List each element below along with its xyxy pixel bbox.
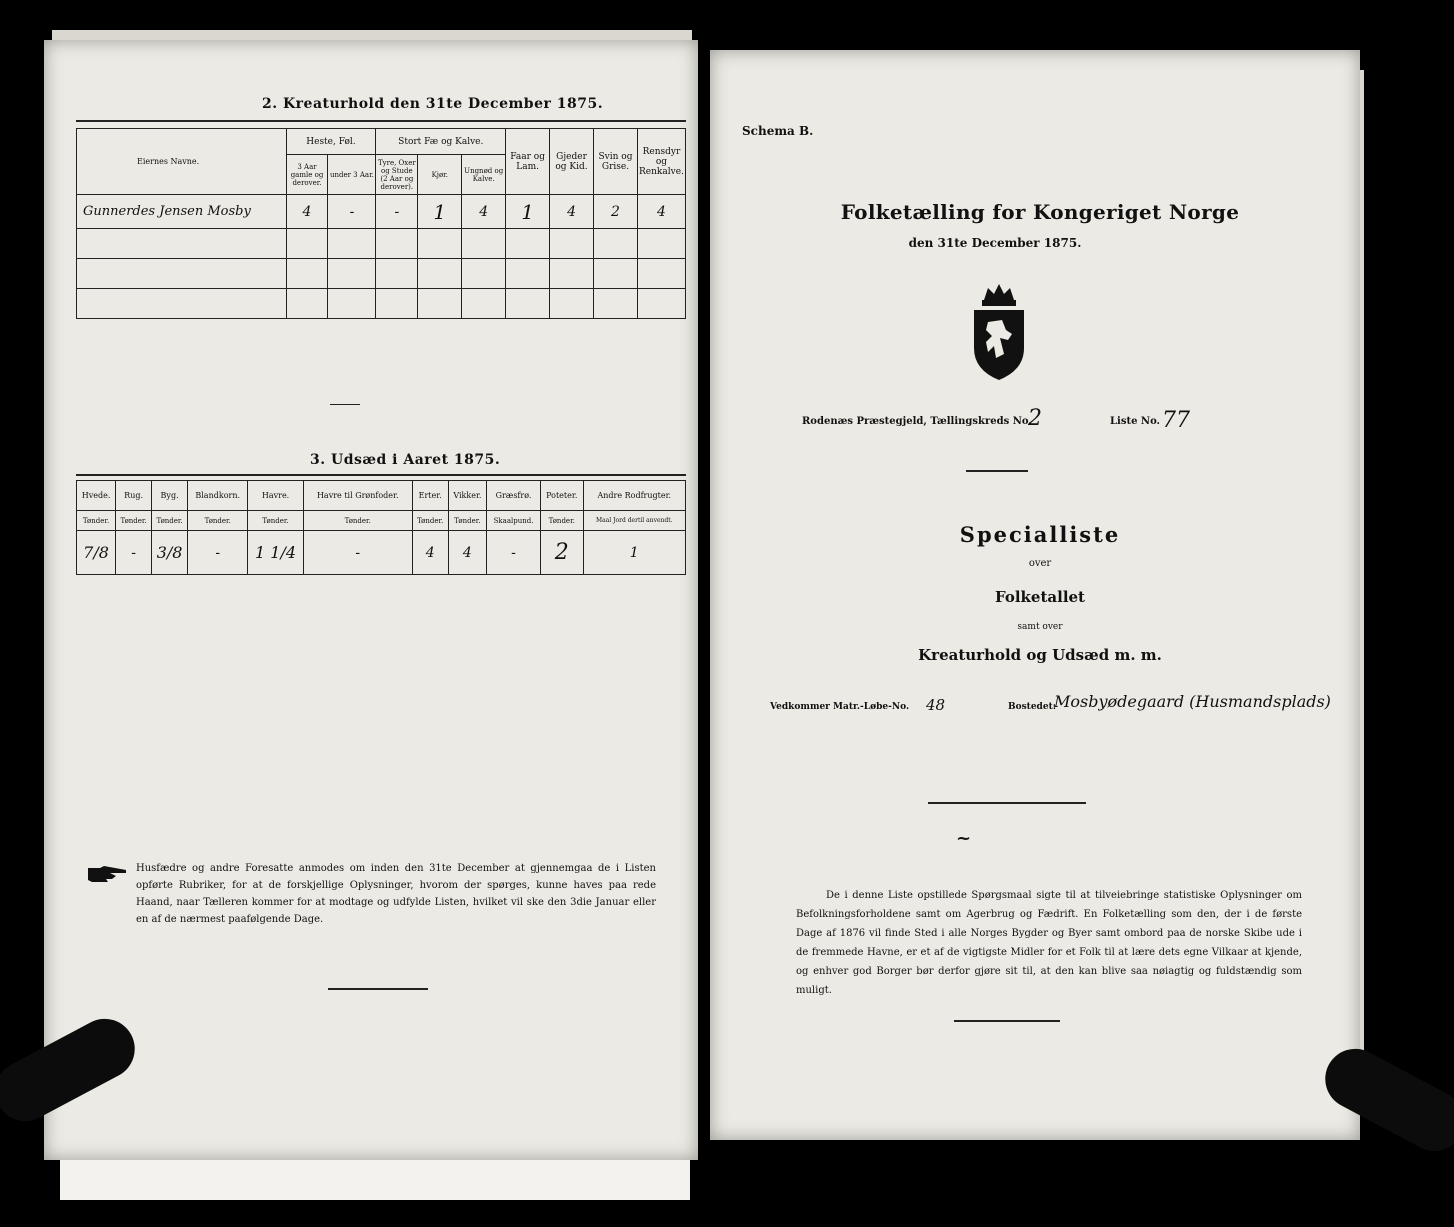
- seed-value-1: -: [116, 531, 152, 575]
- table-row: [77, 289, 686, 319]
- seed-unit-1: Tønder.: [116, 511, 152, 531]
- seed-header-0: Hvede.: [77, 481, 116, 511]
- table-row: [77, 195, 686, 229]
- cell-s3: 4: [462, 195, 506, 229]
- seed-value-9: 2: [540, 531, 583, 575]
- seed-value-5: -: [303, 531, 412, 575]
- cell-h2: -: [328, 195, 376, 229]
- seed-header-1: Rug.: [116, 481, 152, 511]
- district-number: 2: [1028, 406, 1042, 431]
- seed-title: 3. Udsæd i Aaret 1875.: [310, 452, 501, 468]
- livestock-top-rule: [76, 120, 686, 122]
- seed-value-8: -: [487, 531, 541, 575]
- cell-h1: 4: [286, 195, 328, 229]
- cell-gjeder: 4: [550, 195, 594, 229]
- right-roller: [1315, 1038, 1454, 1161]
- page-edge-bottom-left: [60, 1160, 690, 1200]
- decorative-mark: ~: [956, 828, 972, 849]
- divider-short: [966, 470, 1028, 472]
- cell-s1: -: [376, 195, 418, 229]
- cell-svin: 2: [594, 195, 638, 229]
- seed-value-2: 3/8: [152, 531, 188, 575]
- livestock-table: [76, 128, 686, 319]
- seed-header-5: Havre til Grønfoder.: [303, 481, 412, 511]
- seed-value-7: 4: [448, 531, 486, 575]
- seed-table: [76, 480, 686, 575]
- over-label: over: [1028, 558, 1052, 569]
- livestock-title: 2. Kreaturhold den 31te December 1875.: [262, 96, 604, 112]
- right-page: [710, 50, 1360, 1140]
- seed-unit-8: Skaalpund.: [487, 511, 541, 531]
- title-date: den 31te December 1875.: [908, 236, 1082, 250]
- sheep-header: Faar og Lam.: [506, 129, 550, 195]
- seed-header-9: Poteter.: [540, 481, 583, 511]
- seed-unit-3: Tønder.: [188, 511, 248, 531]
- seed-header-7: Vikker.: [448, 481, 486, 511]
- list-label: Liste No.: [1110, 416, 1161, 427]
- end-rule-left: [328, 988, 428, 990]
- seed-top-rule: [76, 474, 686, 476]
- specialliste-heading: Specialliste: [959, 522, 1121, 547]
- table-row: [77, 229, 686, 259]
- kreaturhold-heading: Kreaturhold og Udsæd m. m.: [918, 646, 1162, 664]
- seed-header-2: Byg.: [152, 481, 188, 511]
- coat-of-arms-icon: [966, 282, 1032, 384]
- seed-value-4: 1 1/4: [248, 531, 303, 575]
- footer-text: De i denne Liste opstillede Spørgsmaal sigte til at tilveiebringe statistiske Oplysninger om Befolkningsforholdene samt om Agerbrug og Fædrift. En Folketælling som den, der i de første Dage af 1876 vil finde Sted i alle Norges Bygder og Byer samt ombord paa de norske Skibe ude i de fremmede Havne, er et af de vigtigste Midler for et Folk til at lære dets egne Vilkaar at kjende, og enhver god Borger bør derfor gjøre sit til, at den kan blive saa nøiagtig og fuldstændig som muligt.: [796, 890, 1302, 996]
- cell-s2: 1: [418, 195, 462, 229]
- bulls-header: Tyre, Oxer og Stude (2 Aar og derover).: [376, 155, 418, 195]
- horses-header: Heste, Føl.: [286, 129, 376, 155]
- bosted-value: Mosbyødegaard (Husmandsplads): [1054, 692, 1331, 711]
- samt-over-label: samt over: [1017, 622, 1063, 632]
- folketallet-heading: Folketallet: [995, 588, 1085, 606]
- seed-unit-7: Tønder.: [448, 511, 486, 531]
- seed-value-0: 7/8: [77, 531, 116, 575]
- notice-text: Husfædre og andre Foresatte anmodes om inden den 31te December at gjennemgaa de i Listen opførte Rubriker, for at de forskjellige Oplysninger, hvorom der spørges, kunne haves paa rede Haand, naar Tælleren kommer for at modtage og udfylde Listen, hvilket vil ske den 3die Januar eller en af de nærmest paafølgende Dage.: [136, 863, 656, 925]
- divider-dash: [330, 404, 360, 405]
- goats-header: Gjeder og Kid.: [550, 129, 594, 195]
- table-row: [77, 259, 686, 289]
- owner-name: Gunnerdes Jensen Mosby: [77, 195, 287, 229]
- seed-header-6: Erter.: [412, 481, 448, 511]
- seed-unit-10: Maal Jord dertil anvendt.: [583, 511, 685, 531]
- seed-value-10: 1: [583, 531, 685, 575]
- owner-header: Eiernes Navne.: [77, 129, 287, 195]
- horses-young-header: under 3 Aar.: [328, 155, 376, 195]
- seed-unit-6: Tønder.: [412, 511, 448, 531]
- seed-unit-2: Tønder.: [152, 511, 188, 531]
- seed-header-3: Blandkorn.: [188, 481, 248, 511]
- divider-long: [928, 802, 1086, 804]
- seed-value-3: -: [188, 531, 248, 575]
- reindeer-header: Rensdyr og Renkalve.: [637, 129, 685, 195]
- left-page: [44, 40, 698, 1160]
- calves-header: Ungnød og Kalve.: [462, 155, 506, 195]
- table-row: [77, 531, 686, 575]
- seed-unit-9: Tønder.: [540, 511, 583, 531]
- seed-header-8: Græsfrø.: [487, 481, 541, 511]
- parish-label: Rodenæs Præstegjeld, Tællingskreds No.: [802, 416, 1032, 427]
- pigs-header: Svin og Grise.: [594, 129, 638, 195]
- seed-unit-0: Tønder.: [77, 511, 116, 531]
- cell-rensdyr: 4: [637, 195, 685, 229]
- cows-header: Kjør.: [418, 155, 462, 195]
- schema-label: Schema B.: [742, 124, 814, 138]
- cattle-header: Stort Fæ og Kalve.: [376, 129, 506, 155]
- end-rule-right: [954, 1020, 1060, 1022]
- cell-faar: 1: [506, 195, 550, 229]
- seed-unit-4: Tønder.: [248, 511, 303, 531]
- seed-value-6: 4: [412, 531, 448, 575]
- bosted-label: Bostedet:: [1008, 702, 1057, 712]
- pointing-hand-icon: [86, 864, 130, 886]
- matr-label: Vedkommer Matr.-Løbe-No.: [770, 702, 910, 712]
- seed-header-4: Havre.: [248, 481, 303, 511]
- list-number: 77: [1162, 408, 1190, 433]
- main-title: Folketælling for Kongeriget Norge: [840, 200, 1240, 224]
- horses-old-header: 3 Aar gamle og derover.: [286, 155, 328, 195]
- seed-header-10: Andre Rodfrugter.: [583, 481, 685, 511]
- matr-number: 48: [926, 696, 946, 714]
- seed-unit-5: Tønder.: [303, 511, 412, 531]
